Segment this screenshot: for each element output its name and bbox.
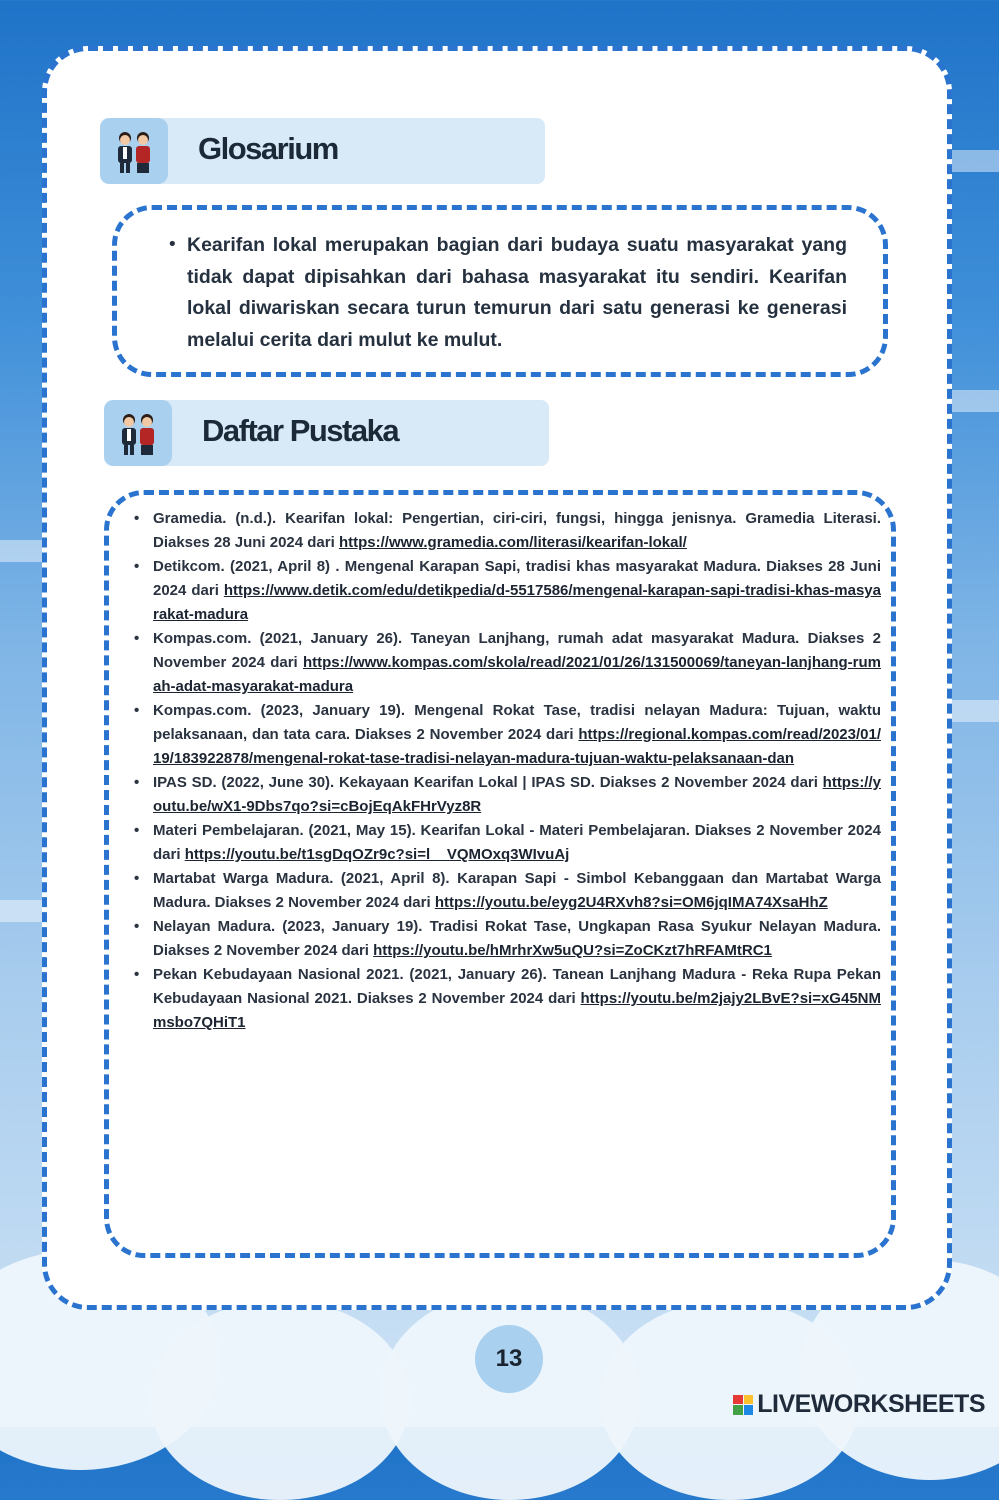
people-icon	[104, 400, 172, 466]
reference-link[interactable]: https://youtu.be/wX1-9Dbs7qo?si=cBojEqAkFHrVyz8R	[153, 774, 881, 815]
glossary-box	[112, 205, 888, 377]
liveworksheets-logo-icon	[733, 1395, 753, 1415]
watermark	[733, 1390, 985, 1419]
reference-item: • IPAS SD. (2022, June 30). Kekayaan Kearifan Lokal | IPAS SD. Diakses 2 November 2024 dari https://youtu.be/wX1-9Dbs7qo?si=cBojEqAkFHrVyz8R	[131, 771, 881, 819]
reference-item: • Kompas.com. (2021, January 26). Taneyan Lanjhang, rumah adat masyarakat Madura. Diakses 2 November 2024 dari https://www.kompas.com/skola/read/2021/01/26/131500069/taneyan-lanjhang-rumah-adat-masyarakat-madura	[131, 627, 881, 699]
people-icon	[100, 118, 168, 184]
reference-link[interactable]: https://youtu.be/hMrhrXw5uQU?si=ZoCKzt7hRFAMtRC1	[373, 942, 772, 959]
glossary-title: Glosarium	[198, 131, 338, 166]
reference-link[interactable]: https://www.kompas.com/skola/read/2021/01/26/131500069/taneyan-lanjhang-rumah-adat-masyarakat-madura	[153, 654, 881, 695]
references-header	[104, 400, 549, 466]
reference-link[interactable]: https://youtu.be/eyg2U4RXvh8?si=OM6jqIMA74XsaHhZ	[434, 894, 828, 911]
reference-item: • Pekan Kebudayaan Nasional 2021. (2021, January 26). Tanean Lanjhang Madura - Reka Rupa Pekan Kebudayaan Nasional 2021. Diakses 2 November 2024 dari https://youtu.be/m2jajy2LBvE?si=xG45NMmsbo7QHiT1	[131, 963, 881, 1035]
reference-item: • Kompas.com. (2023, January 19). Mengenal Rokat Tase, tradisi nelayan Madura: Tujuan, waktu pelaksanaan, dan tata cara. Diakses 2 November 2024 dari https://regional.kompas.com/read/2023/01/19/183922878/mengenal-rokat-tase-tradisi-nelayan-madura-tujuan-waktu-pelaksanaan-dan	[131, 699, 881, 771]
reference-item: • Gramedia. (n.d.). Kearifan lokal: Pengertian, ciri-ciri, fungsi, hingga jenisnya. Gramedia Literasi. Diakses 28 Juni 2024 dari https://www.gramedia.com/literasi/kearifan-lokal/	[131, 507, 881, 555]
reference-link[interactable]: https://www.gramedia.com/literasi/kearifan-lokal/	[338, 534, 687, 551]
glossary-text: Kearifan lokal merupakan bagian dari budaya suatu masyarakat yang tidak dapat dipisahkan dari bahasa masyarakat itu sendiri. Kearifan lokal diwariskan secara turun temurun dari satu generasi ke generasi melalui cerita dari mulut ke mulut.	[187, 234, 847, 351]
reference-link[interactable]: https://youtu.be/t1sgDqOZr9c?si=l__VQMOxq3WIvuAj	[184, 846, 570, 863]
reference-link[interactable]: https://youtu.be/m2jajy2LBvE?si=xG45NMmsbo7QHiT1	[153, 990, 881, 1031]
references-title: Daftar Pustaka	[202, 413, 399, 448]
reference-link[interactable]: https://www.detik.com/edu/detikpedia/d-5517586/mengenal-karapan-sapi-tradisi-khas-masyarakat-madura	[153, 582, 881, 623]
reference-item: • Nelayan Madura. (2023, January 19). Tradisi Rokat Tase, Ungkapan Rasa Syukur Nelayan Madura. Diakses 2 November 2024 dari https://youtu.be/hMrhrXw5uQU?si=ZoCKzt7hRFAMtRC1	[131, 915, 881, 963]
reference-item: • Martabat Warga Madura. (2021, April 8). Karapan Sapi - Simbol Kebanggaan dan Martabat Warga Madura. Diakses 2 November 2024 dari https://youtu.be/eyg2U4RXvh8?si=OM6jqIMA74XsaHhZ	[131, 867, 881, 915]
bullet: •	[167, 234, 178, 255]
references-list	[131, 507, 881, 1035]
glossary-header	[100, 118, 545, 184]
references-box	[104, 490, 896, 1258]
reference-link[interactable]: https://regional.kompas.com/read/2023/01/19/183922878/mengenal-rokat-tase-tradisi-nelayan-madura-tujuan-waktu-pelaksanaan-dan	[153, 726, 881, 767]
reference-item: • Materi Pembelajaran. (2021, May 15). Kearifan Lokal - Materi Pembelajaran. Diakses 2 November 2024 dari https://youtu.be/t1sgDqOZr9c?si=l__VQMOxq3WIvuAj	[131, 819, 881, 867]
reference-item: • Detikcom. (2021, April 8) . Mengenal Karapan Sapi, tradisi khas masyarakat Madura. Diakses 28 Juni 2024 dari https://www.detik.com/edu/detikpedia/d-5517586/mengenal-karapan-sapi-tradisi-khas-masyarakat-madura	[131, 555, 881, 627]
page-number: 13	[475, 1325, 543, 1393]
watermark-text: LIVEWORKSHEETS	[757, 1390, 985, 1418]
background-cloud	[150, 1300, 410, 1500]
